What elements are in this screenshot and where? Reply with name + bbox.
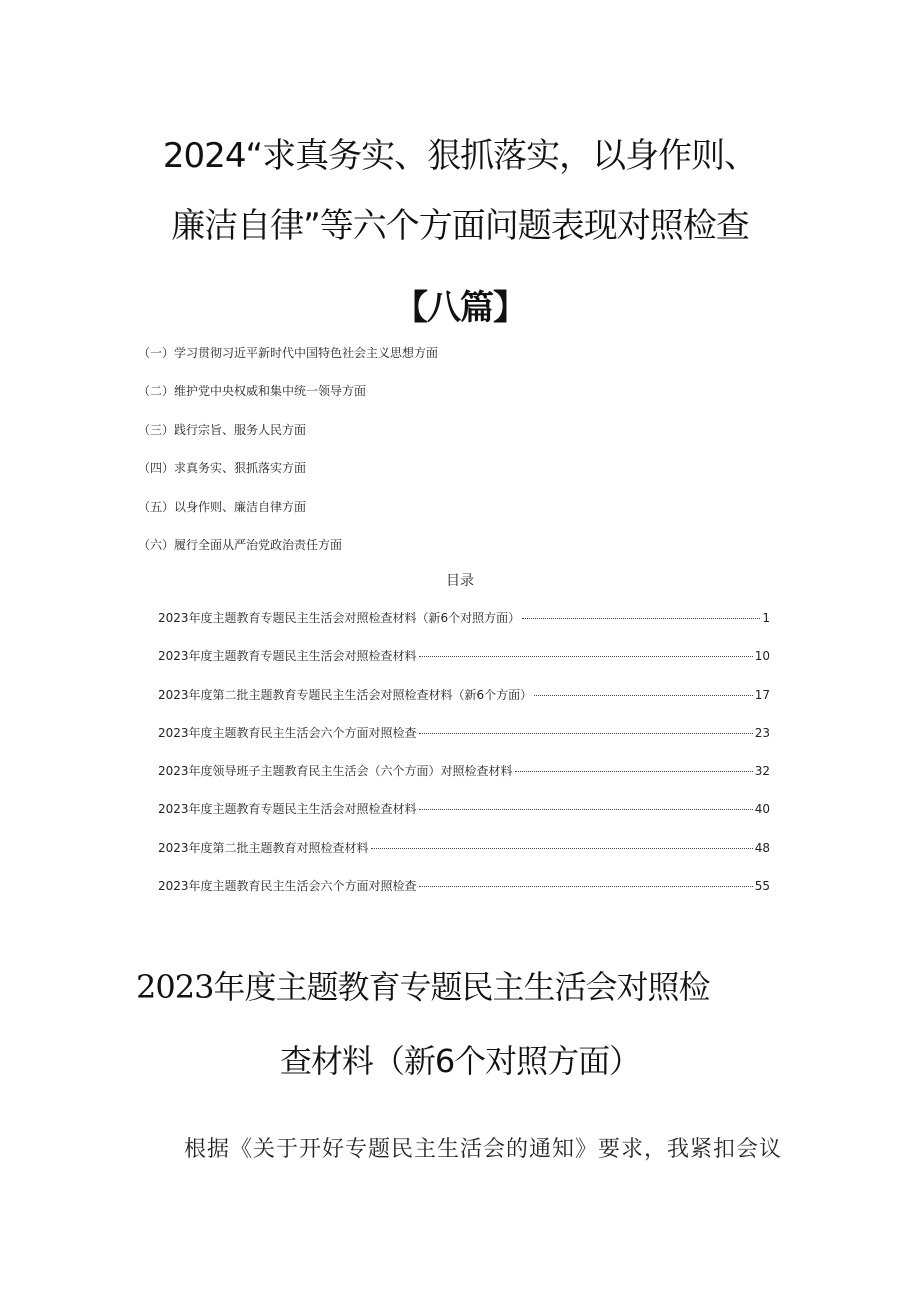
toc-entry-title: 2023年度第二批主题教育专题民主生活会对照检查材料（新6个方面）	[158, 687, 533, 702]
toc-entry-page: 40	[754, 802, 770, 817]
toc-entry-page: 23	[754, 725, 770, 740]
toc-entry-title: 2023年度领导班子主题教育民主生活会（六个方面）对照检查材料	[158, 764, 513, 779]
toc-entry[interactable]	[158, 839, 770, 877]
section-title-line-1: 2023年度主题教育专题民主生活会对照检	[136, 968, 710, 1006]
aspect-item: （六）履行全面从严治党政治责任方面	[138, 537, 343, 552]
toc-entry[interactable]	[158, 609, 770, 647]
toc-entry[interactable]	[158, 686, 770, 724]
toc-leader-dots	[522, 618, 760, 619]
body-paragraph: 根据《关于开好专题民主生活会的通知》要求，我紧扣会议	[184, 1137, 783, 1162]
toc-heading: 目录	[446, 573, 474, 589]
toc-entry-page: 10	[754, 649, 770, 664]
table-of-contents	[158, 609, 770, 915]
toc-entry[interactable]	[158, 800, 770, 838]
toc-leader-dots	[419, 733, 753, 734]
toc-entry-page: 32	[754, 764, 770, 779]
toc-entry-title: 2023年度主题教育民主生活会六个方面对照检查	[158, 725, 417, 740]
aspect-item: （一）学习贯彻习近平新时代中国特色社会主义思想方面	[138, 346, 439, 360]
toc-leader-dots	[534, 695, 753, 696]
toc-entry[interactable]	[158, 877, 770, 915]
aspect-item: （五）以身作则、廉洁自律方面	[138, 499, 307, 514]
toc-leader-dots	[515, 771, 753, 772]
toc-entry-title: 2023年度主题教育民主生活会六个方面对照检查	[158, 879, 417, 894]
aspect-item: （二）维护党中央权威和集中统一领导方面	[138, 384, 367, 399]
document-title-count: 【八篇】	[394, 288, 526, 328]
toc-entry[interactable]	[158, 762, 770, 800]
toc-entry[interactable]	[158, 647, 770, 685]
toc-leader-dots	[371, 848, 753, 849]
toc-entry-page: 17	[754, 687, 770, 702]
toc-entry-title: 2023年度主题教育专题民主生活会对照检查材料	[158, 649, 417, 664]
toc-entry-title: 2023年度主题教育专题民主生活会对照检查材料（新6个对照方面）	[158, 611, 521, 625]
toc-entry-title: 2023年度主题教育专题民主生活会对照检查材料	[158, 802, 417, 817]
toc-entry-title: 2023年度第二批主题教育对照检查材料	[158, 840, 369, 855]
toc-entry-page: 48	[754, 840, 770, 855]
toc-leader-dots	[419, 656, 753, 657]
toc-leader-dots	[419, 809, 753, 810]
aspect-item: （四）求真务实、狠抓落实方面	[138, 461, 307, 476]
toc-entry-page: 1	[762, 611, 770, 625]
document-title-line-2: 廉洁自律”等六个方面问题表现对照检查	[171, 206, 749, 246]
aspect-list	[138, 344, 438, 574]
toc-leader-dots	[419, 886, 753, 887]
section-title-line-2: 查材料（新6个对照方面）	[279, 1042, 641, 1080]
toc-entry-page: 55	[754, 879, 770, 894]
document-title-line-1: 2024“求真务实、狠抓落实，以身作则、	[162, 136, 758, 176]
toc-entry[interactable]	[158, 724, 770, 762]
aspect-item: （三）践行宗旨、服务人民方面	[138, 422, 307, 437]
